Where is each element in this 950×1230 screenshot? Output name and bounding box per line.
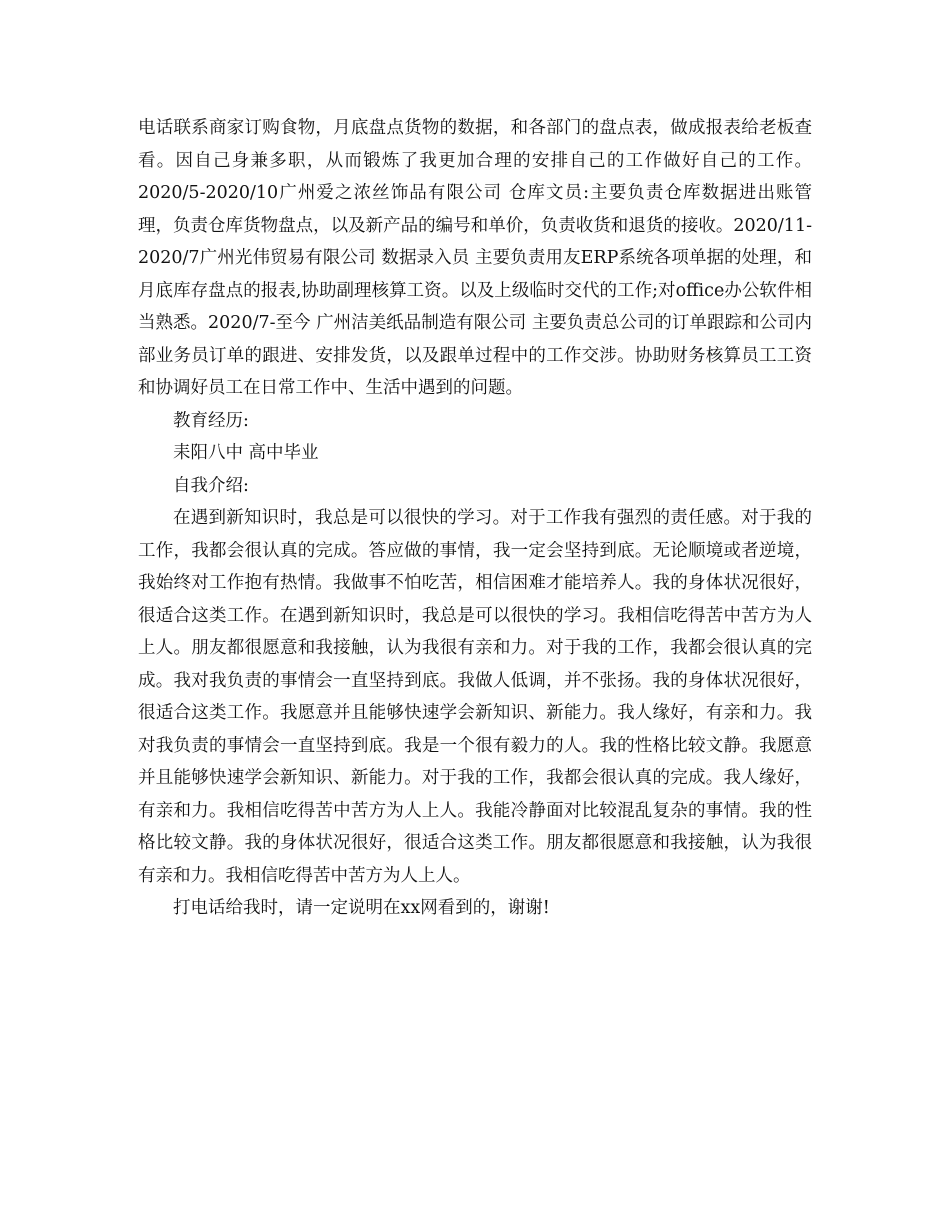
self-intro-paragraph: 在遇到新知识时，我总是可以很快的学习。对于工作我有强烈的责任感。对于我的工作，我都会很认真的完成。答应做的事情，我一定会坚持到底。无论顺境或者逆境，我始终对工作抱有热情。我做事不怕吃苦，相信困难才能培养人。我的身体状况很好，很适合这类工作。在遇到新知识时，我总是可以很快的学习。我相信吃得苦中苦方为人上人。朋友都很愿意和我接触，认为我很有亲和力。对于我的工作，我都会很认真的完成。我对我负责的事情会一直坚持到底。我做人低调，并不张扬。我的身体状况很好，很适合这类工作。我愿意并且能够快速学会新知识、新能力。我人缘好，有亲和力。我对我负责的事情会一直坚持到底。我是一个很有毅力的人。我的性格比较文静。我愿意并且能够快速学会新知识、新能力。对于我的工作，我都会很认真的完成。我人缘好，有亲和力。我相信吃得苦中苦方为人上人。我能冷静面对比较混乱复杂的事情。我的性格比较文静。我的身体状况很好，很适合这类工作。朋友都很愿意和我接触，认为我很有亲和力。我相信吃得苦中苦方为人上人。	[138, 508, 812, 886]
self-intro-heading: 自我介绍:	[173, 475, 249, 496]
education-entry: 耒阳八中 高中毕业	[173, 443, 319, 463]
education-heading: 教育经历:	[173, 410, 249, 431]
closing-note: 打电话给我时，请一定说明在xx网看到的，谢谢!	[173, 898, 550, 918]
work-experience-paragraph: 电话联系商家订购食物，月底盘点货物的数据，和各部门的盘点表，做成报表给老板查看。因自己身兼多职，从而锻炼了我更加合理的安排自己的工作做好自己的工作。2020/5-2020/10广州爱之浓丝饰品有限公司 仓库文员:主要负责仓库数据进出账管理，负责仓库货物盘点，以及新产品的编号和单价，负责收货和退货的接收。2020/11-2020/7广州光伟贸易有限公司 数据录入员 主要负责用友ERP系统各项单据的处理，和月底库存盘点的报表,协助副理核算工资。以及上级临时交代的工作;对office办公软件相当熟悉。2020/7-至今 广州洁美纸品制造有限公司 主要负责总公司的订单跟踪和公司内部业务员订单的跟进、安排发货，以及跟单过程中的工作交涉。协助财务核算员工工资和协调好员工在日常工作中、生活中遇到的问题。	[138, 118, 812, 398]
document-body	[138, 112, 812, 925]
